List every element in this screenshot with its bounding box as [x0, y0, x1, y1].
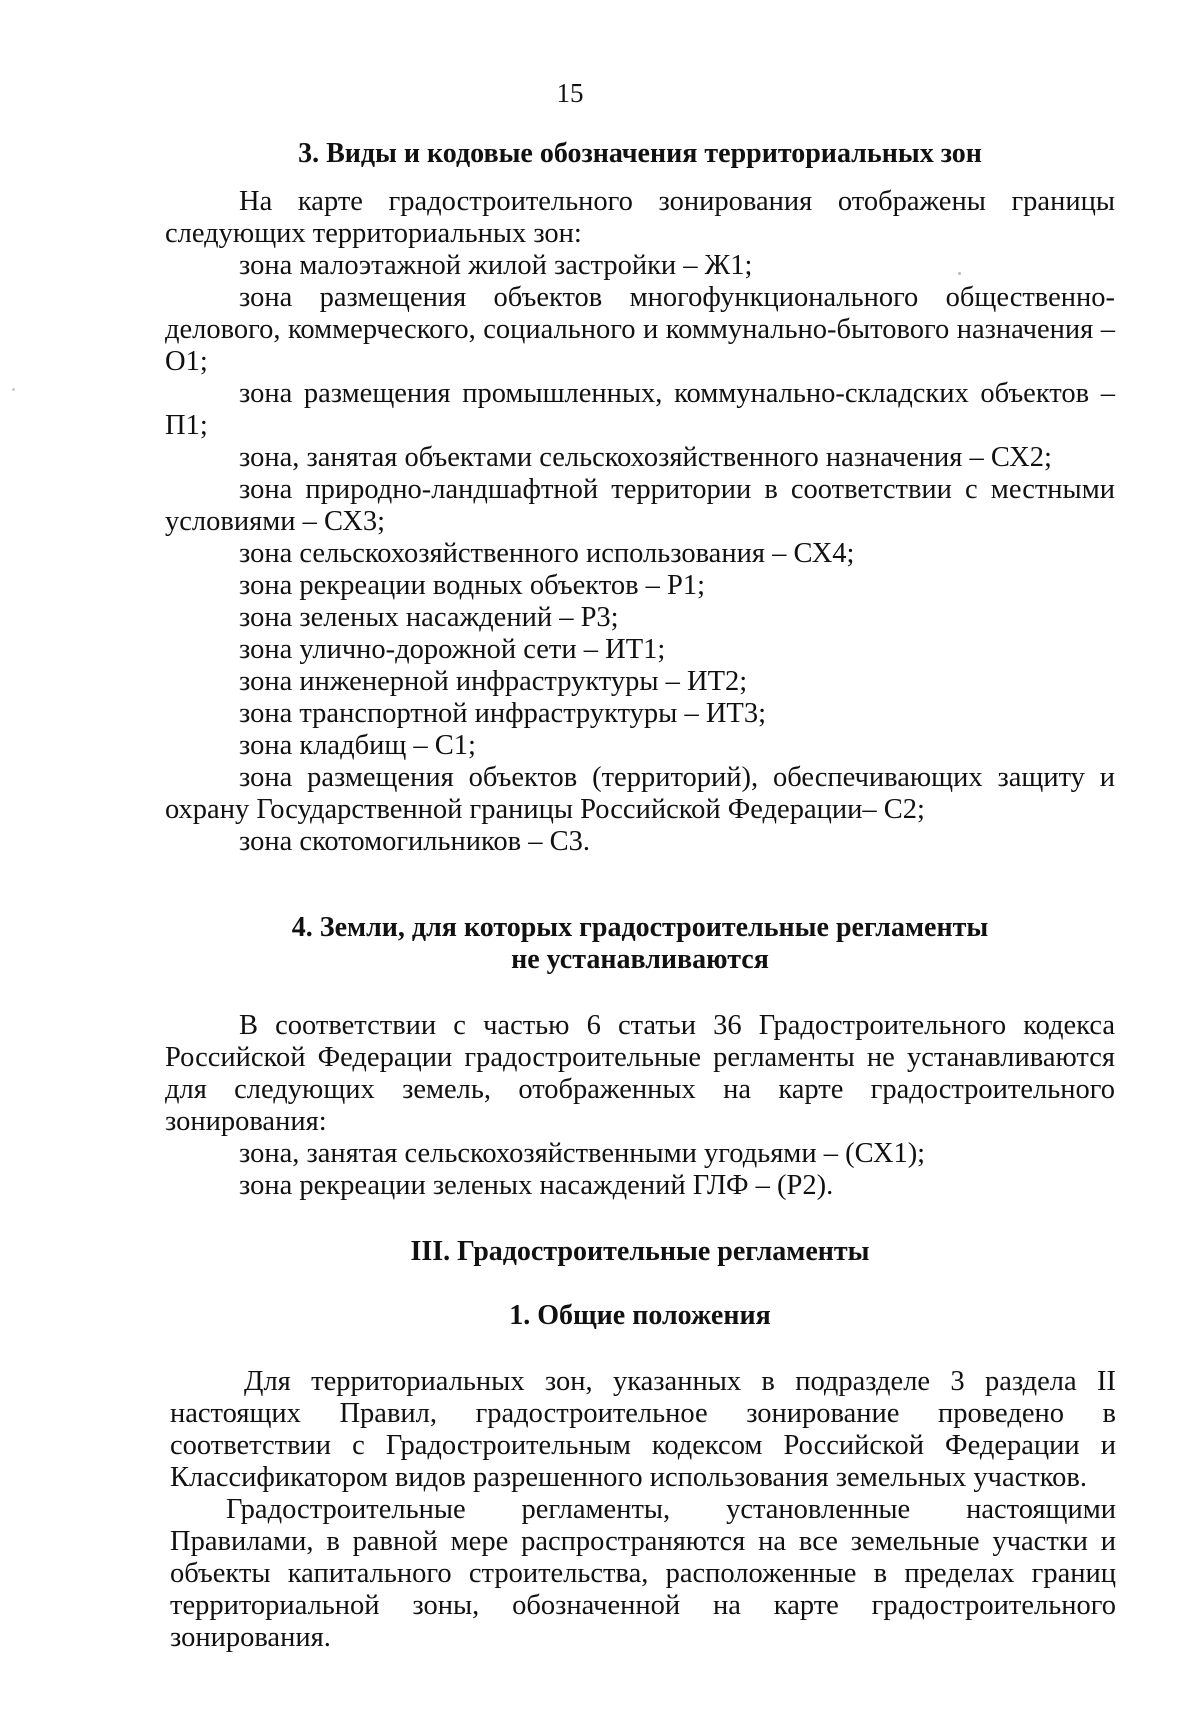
zone-item: зона рекреации водных объектов – Р1; — [239, 570, 706, 601]
zone-item: зона кладбищ – С1; — [239, 730, 476, 761]
section-3-intro: На карте градостроительного зонирования отображены границы следующих территориальных зон: — [165, 186, 1115, 249]
zone-item: зона, занятая сельскохозяйственными угодьями – (СХ1); — [239, 1138, 926, 1169]
general-provisions-title: 1. Общие положения — [509, 1300, 771, 1331]
scan-speck — [12, 388, 15, 391]
zone-item: зона размещения промышленных, коммунально-складских объектов – П1; — [165, 378, 1115, 441]
zone-item: зона малоэтажной жилой застройки – Ж1; — [239, 250, 753, 281]
page-number: 15 — [556, 78, 584, 108]
zone-item: зона сельскохозяйственного использования – СХ4; — [239, 538, 855, 569]
zone-item: зона размещения объектов (территорий), обеспечивающих защиту и охрану Государственной границы Российской Федерации– С2; — [165, 762, 1115, 825]
scan-speck — [958, 272, 961, 275]
chapter-3-title: III. Градостроительные регламенты — [410, 1236, 870, 1267]
zone-item: зона инженерной инфраструктуры – ИТ2; — [239, 666, 748, 697]
zone-item: зона скотомогильников – С3. — [239, 826, 591, 857]
zone-item: зона транспортной инфраструктуры – ИТ3; — [239, 698, 766, 729]
section-4-zone-list — [165, 1138, 1115, 1202]
zone-item: зона размещения объектов многофункционального общественно-делового, коммерческого, социального и коммунально-бытового назначения – О1; — [165, 282, 1115, 377]
section-3-zone-list — [165, 250, 1115, 858]
section-3-title: 3. Виды и кодовые обозначения территориальных зон — [298, 138, 982, 169]
section-4-title-line-2: не устанавливаются — [511, 944, 769, 975]
zone-item: зона рекреации зеленых насаждений ГЛФ – (Р2). — [239, 1170, 834, 1201]
general-para-2: Градостроительные регламенты, установленные настоящими Правилами, в равной мере распространяются на все земельные участки и объекты капитального строительства, расположенные в пределах границ территориальной зоны, обозначенной на карте градостроительного зонирования. — [170, 1494, 1116, 1653]
section-4-intro: В соответствии с частью 6 статьи 36 Градостроительного кодекса Российской Федерации градостроительные регламенты не устанавливаются для следующих земель, отображенных на карте градостроительного зонирования: — [165, 1010, 1115, 1137]
general-para-1: Для территориальных зон, указанных в подразделе 3 раздела II настоящих Правил, градостроительное зонирование проведено в соответствии с Градостроительным кодексом Российской Федерации и Классификатором видов разрешенного использования земельных участков. — [170, 1366, 1116, 1493]
zone-item: зона зеленых насаждений – Р3; — [239, 602, 619, 633]
section-4-title-line-1: 4. Земли, для которых градостроительные регламенты — [291, 912, 989, 943]
zone-item: зона улично-дорожной сети – ИТ1; — [239, 634, 666, 665]
zone-item: зона, занятая объектами сельскохозяйственного назначения – СХ2; — [239, 442, 1052, 473]
zone-item: зона природно-ландшафтной территории в соответствии с местными условиями – СХ3; — [165, 474, 1115, 537]
